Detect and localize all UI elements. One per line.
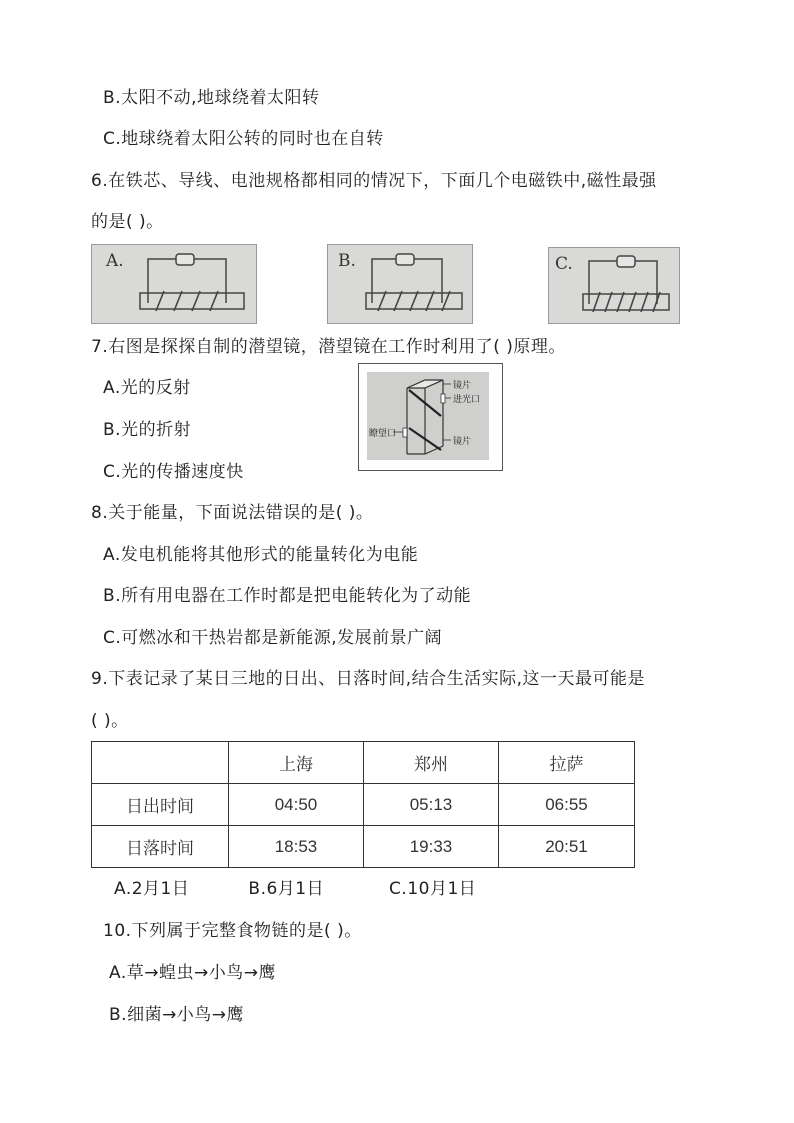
wire bbox=[194, 259, 226, 303]
table-header-cell: 郑州 bbox=[364, 742, 499, 784]
q8-stem: 8.关于能量，下面说法错误的是( )。 bbox=[91, 503, 374, 523]
table-cell: 18:53 bbox=[229, 826, 364, 868]
q10-option-a: A.草→蝗虫→小鸟→鹰 bbox=[109, 963, 276, 983]
iron-core bbox=[140, 293, 244, 309]
table-row-label: 日出时间 bbox=[92, 784, 229, 826]
table-header-cell: 上海 bbox=[229, 742, 364, 784]
q6-figure-a bbox=[91, 244, 257, 324]
q10-option-b: B.细菌→小鸟→鹰 bbox=[109, 1005, 245, 1025]
figure-b-label: B. bbox=[338, 251, 356, 271]
label-entry: 进光口 bbox=[453, 395, 481, 405]
eyepiece-window bbox=[403, 428, 407, 437]
label-mirror-bottom: 镜片 bbox=[453, 437, 472, 447]
figure-a-label: A. bbox=[106, 251, 124, 271]
table-row bbox=[92, 826, 635, 868]
table-header-row bbox=[92, 742, 635, 784]
q8-option-c: C.可燃冰和干热岩都是新能源,发展前景广阔 bbox=[103, 628, 443, 648]
battery bbox=[396, 254, 414, 265]
periscope-figure bbox=[358, 363, 503, 471]
q6-figure-c bbox=[548, 247, 680, 324]
entry-window bbox=[441, 394, 445, 403]
q7-option-b: B.光的折射 bbox=[103, 420, 192, 440]
table-cell: 04:50 bbox=[229, 784, 364, 826]
q9-stem-line1: 9.下表记录了某日三地的日出、日落时间,结合生活实际,这一天最可能是 bbox=[91, 669, 646, 689]
table-header-cell: 拉萨 bbox=[499, 742, 635, 784]
q5-option-c: C.地球绕着太阳公转的同时也在自转 bbox=[103, 129, 384, 149]
wire bbox=[414, 259, 442, 303]
q6-figure-b bbox=[327, 244, 473, 324]
q7-option-a: A.光的反射 bbox=[103, 378, 191, 398]
q5-option-b: B.太阳不动,地球绕着太阳转 bbox=[103, 88, 320, 108]
coil bbox=[378, 291, 450, 311]
table-header-cell bbox=[92, 742, 229, 784]
q6-stem-line2: 的是( )。 bbox=[91, 212, 164, 232]
table-row bbox=[92, 784, 635, 826]
sunrise-sunset-table bbox=[91, 741, 635, 868]
q7-stem: 7.右图是探探自制的潜望镜，潜望镜在工作时利用了( )原理。 bbox=[91, 337, 566, 357]
q10-stem: 10.下列属于完整食物链的是( )。 bbox=[103, 921, 362, 941]
q6-stem-line1: 6.在铁芯、导线、电池规格都相同的情况下，下面几个电磁铁中,磁性最强 bbox=[91, 171, 657, 191]
coil bbox=[156, 291, 218, 311]
q8-option-b: B.所有用电器在工作时都是把电能转化为了动能 bbox=[103, 586, 472, 606]
battery bbox=[617, 256, 635, 267]
q9-stem-line2: ( )。 bbox=[91, 711, 129, 731]
table-cell: 05:13 bbox=[364, 784, 499, 826]
battery bbox=[176, 254, 194, 265]
table-cell: 19:33 bbox=[364, 826, 499, 868]
q8-option-a: A.发电机能将其他形式的能量转化为电能 bbox=[103, 545, 419, 565]
periscope-photo bbox=[367, 372, 489, 460]
figure-c-label: C. bbox=[555, 254, 573, 274]
coil bbox=[593, 292, 660, 312]
table-cell: 06:55 bbox=[499, 784, 635, 826]
label-eyepiece: 瞭望口 bbox=[369, 429, 397, 439]
q7-option-c: C.光的传播速度快 bbox=[103, 462, 244, 482]
periscope-body bbox=[407, 380, 443, 454]
table-row-label: 日落时间 bbox=[92, 826, 229, 868]
wire bbox=[589, 261, 617, 304]
table-cell: 20:51 bbox=[499, 826, 635, 868]
label-mirror-top: 镜片 bbox=[453, 381, 472, 391]
q9-options: A.2月1日 B.6月1日 C.10月1日 bbox=[114, 879, 477, 899]
